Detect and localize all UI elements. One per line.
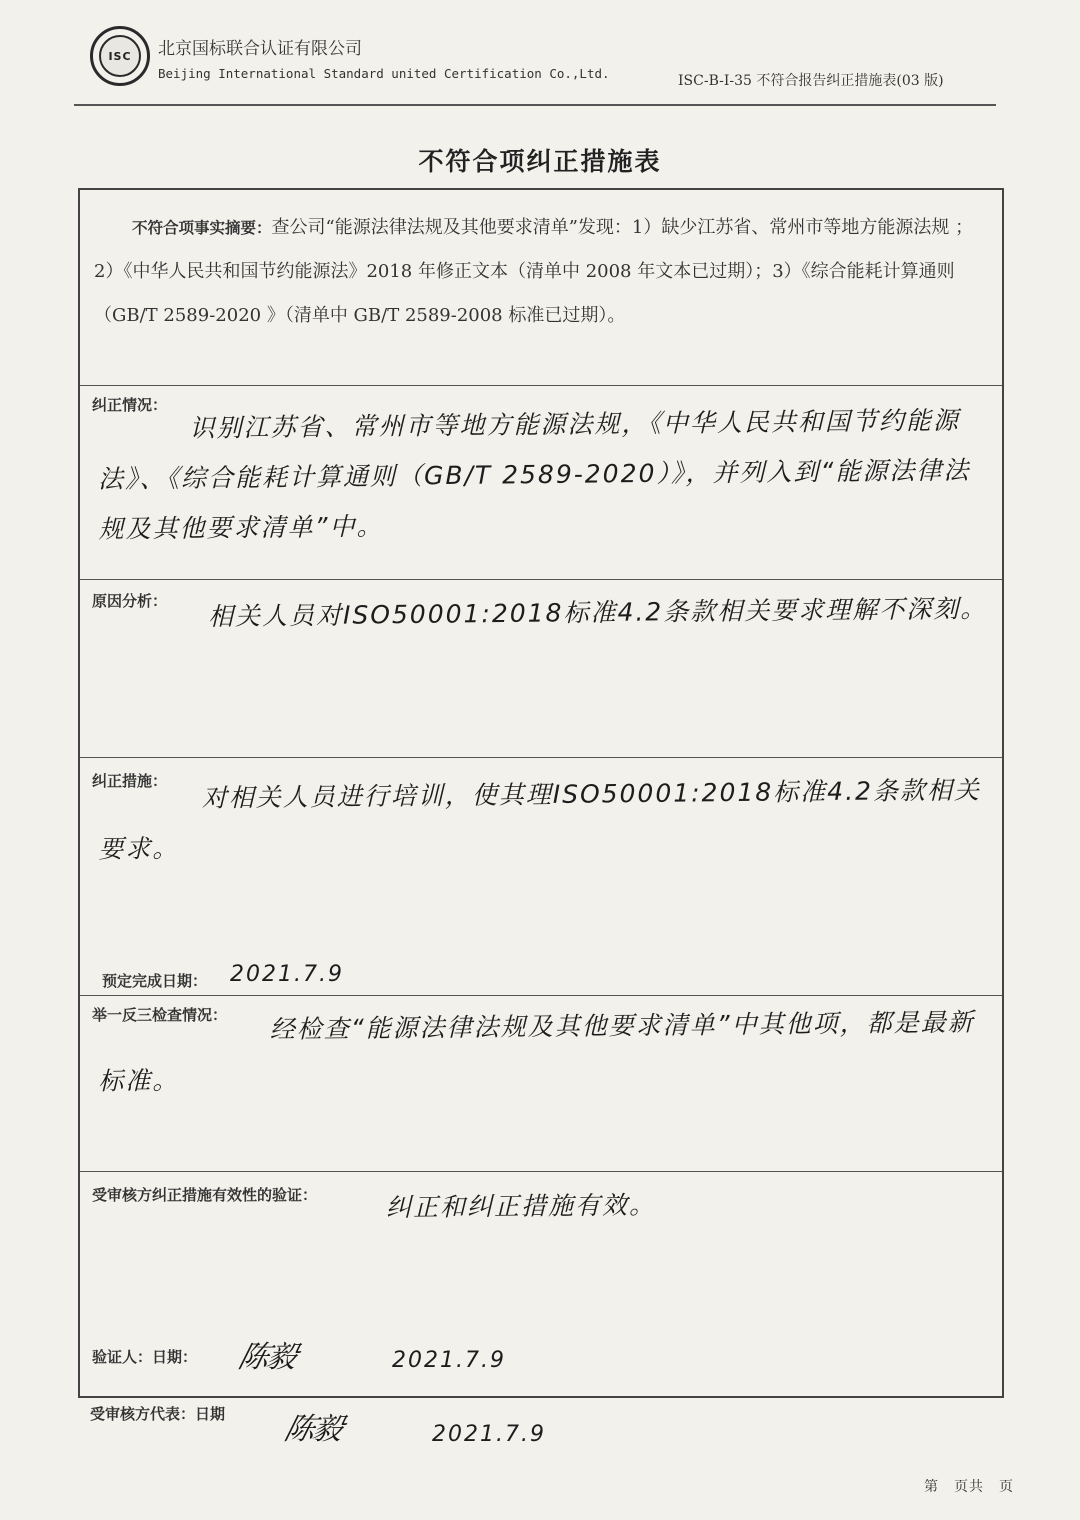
corrective-action-table bbox=[78, 188, 1004, 1398]
verifier-date-label: 验证人：日期： bbox=[92, 1348, 198, 1366]
company-logo bbox=[90, 26, 150, 86]
due-date-label: 预定完成日期： bbox=[102, 972, 208, 990]
cause-row bbox=[80, 580, 1002, 758]
verification-label: 受审核方纠正措施有效性的验证： bbox=[92, 1186, 318, 1204]
logo-text: ISC bbox=[99, 35, 141, 77]
page-number: 第 页共 页 bbox=[924, 1479, 1014, 1495]
extended-check-label: 举一反三检查情况： bbox=[92, 1006, 228, 1024]
measures-handwriting: 对相关人员进行培训，使其理ISO50001:2018标准4.2条款相关要求。 bbox=[98, 775, 982, 864]
correction-handwriting: 识别江苏省、常州市等地方能源法规，《中华人民共和国节约能源法》、《综合能耗计算通则（GB/T 2589-2020）》，并列入到“能源法律法规及其他要求清单”中。 bbox=[97, 405, 971, 544]
cause-handwriting: 相关人员对ISO50001:2018标准4.2条款相关要求理解不深刻。 bbox=[207, 593, 988, 632]
due-date: 2021.7.9 bbox=[230, 962, 344, 987]
measures-row bbox=[80, 758, 1002, 996]
extended-check-row bbox=[80, 996, 1002, 1172]
cause-label: 原因分析： bbox=[92, 592, 168, 610]
company-name-en: Beijing International Standard united Certification Co.,Ltd. bbox=[158, 66, 610, 81]
verifier-date: 2021.7.9 bbox=[392, 1348, 506, 1373]
form-title: 不符合项纠正措施表 bbox=[418, 147, 662, 176]
summary-row bbox=[80, 190, 1002, 386]
summary-label: 不符合项事实摘要： bbox=[132, 219, 272, 237]
form-code: ISC-B-I-35 不符合报告纠正措施表(03 版) bbox=[678, 73, 944, 89]
correction-row bbox=[80, 386, 1002, 580]
verification-handwriting: 纠正和纠正措施有效。 bbox=[385, 1190, 657, 1223]
company-name-cn: 北京国标联合认证有限公司 bbox=[158, 39, 362, 59]
representative-date: 2021.7.9 bbox=[432, 1422, 546, 1447]
representative-label: 受审核方代表：日期 bbox=[90, 1405, 226, 1423]
summary-paragraph bbox=[94, 206, 989, 338]
representative-signature: 陈毅 bbox=[280, 1412, 346, 1447]
header-divider bbox=[74, 104, 996, 106]
extended-check-handwriting: 经检查“能源法律法规及其他要求清单”中其他项，都是最新标准。 bbox=[98, 1007, 975, 1096]
verification-row bbox=[80, 1172, 1002, 1398]
measures-label: 纠正措施： bbox=[92, 772, 168, 790]
correction-label: 纠正情况： bbox=[92, 396, 168, 414]
summary-text: 查公司“能源法律法规及其他要求清单”发现：1）缺少江苏省、常州市等地方能源法规 ；2）《中华人民共和国节约能源法》2018 年修正文本（清单中 2008 年文本已过期）；3）《综合能耗计算通则（GB/T 2589-2020 》（清单中 GB/T 2589-2008 标准已过期）。 bbox=[94, 217, 974, 326]
verifier-signature: 陈毅 bbox=[234, 1340, 300, 1375]
